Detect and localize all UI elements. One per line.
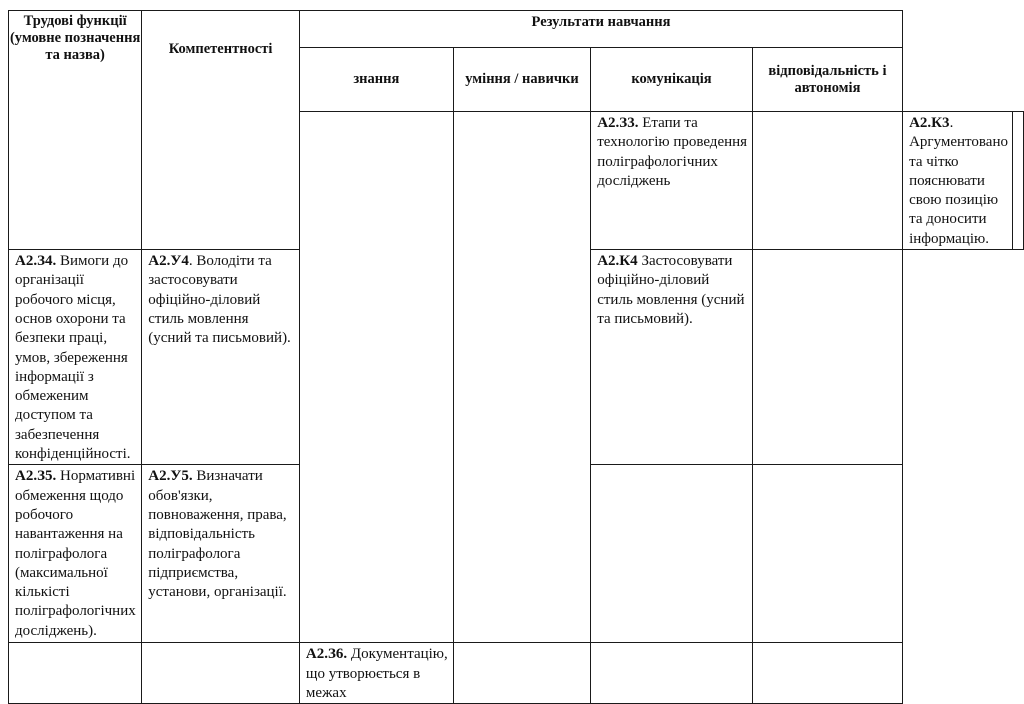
header-results: Результати навчання	[299, 11, 902, 48]
header-competencies: Компетентності	[142, 11, 300, 250]
learning-outcomes-table	[8, 10, 1024, 704]
communication-cell: А2.К3. Аргументовано та чітко пояснювати свою позицію та доносити інформацію.	[903, 112, 1013, 250]
responsibility-cell	[1013, 112, 1024, 250]
header-row	[9, 11, 1024, 48]
knowledge-cell: А2.З5. Нормативні обмеження щодо робочого навантаження на поліграфолога (максимальної кількісті поліграфологічних досліджень).	[9, 465, 142, 643]
responsibility-cell	[752, 465, 902, 643]
header-skills: уміння / навички	[453, 48, 590, 112]
competencies-cell	[453, 112, 590, 643]
communication-cell: А2.К4 Застосовувати офіційно-діловий стиль мовлення (усний та письмовий).	[591, 250, 753, 465]
skills-cell: А2.У5. Визначати обов'язки, повноваження, права, відповідальність поліграфолога підприємства, установи, організації.	[142, 465, 300, 643]
header-communication: комунікація	[591, 48, 753, 112]
communication-cell	[591, 465, 753, 643]
knowledge-cell: А2.З3. Етапи та технологію проведення поліграфологічних досліджень	[591, 112, 753, 250]
functions-cell	[299, 112, 453, 643]
header-responsibility: відповідальність і автономія	[752, 48, 902, 112]
skills-cell: А2.У4. Володіти та застосовувати офіційно-діловий стиль мовлення (усний та письмовий).	[142, 250, 300, 465]
knowledge-cell: А2.З6. Документацію, що утворюється в межах	[299, 643, 453, 704]
header-functions: Трудові функції (умовне позначення та назва)	[9, 11, 142, 250]
skills-cell	[752, 112, 902, 250]
knowledge-cell: А2.З4. Вимоги до організації робочого місця, основ охорони та безпеки праці, умов, збереження інформації з обмеженим доступом та забезпечення конфіденційності.	[9, 250, 142, 465]
header-knowledge: знання	[299, 48, 453, 112]
responsibility-cell	[752, 250, 902, 465]
